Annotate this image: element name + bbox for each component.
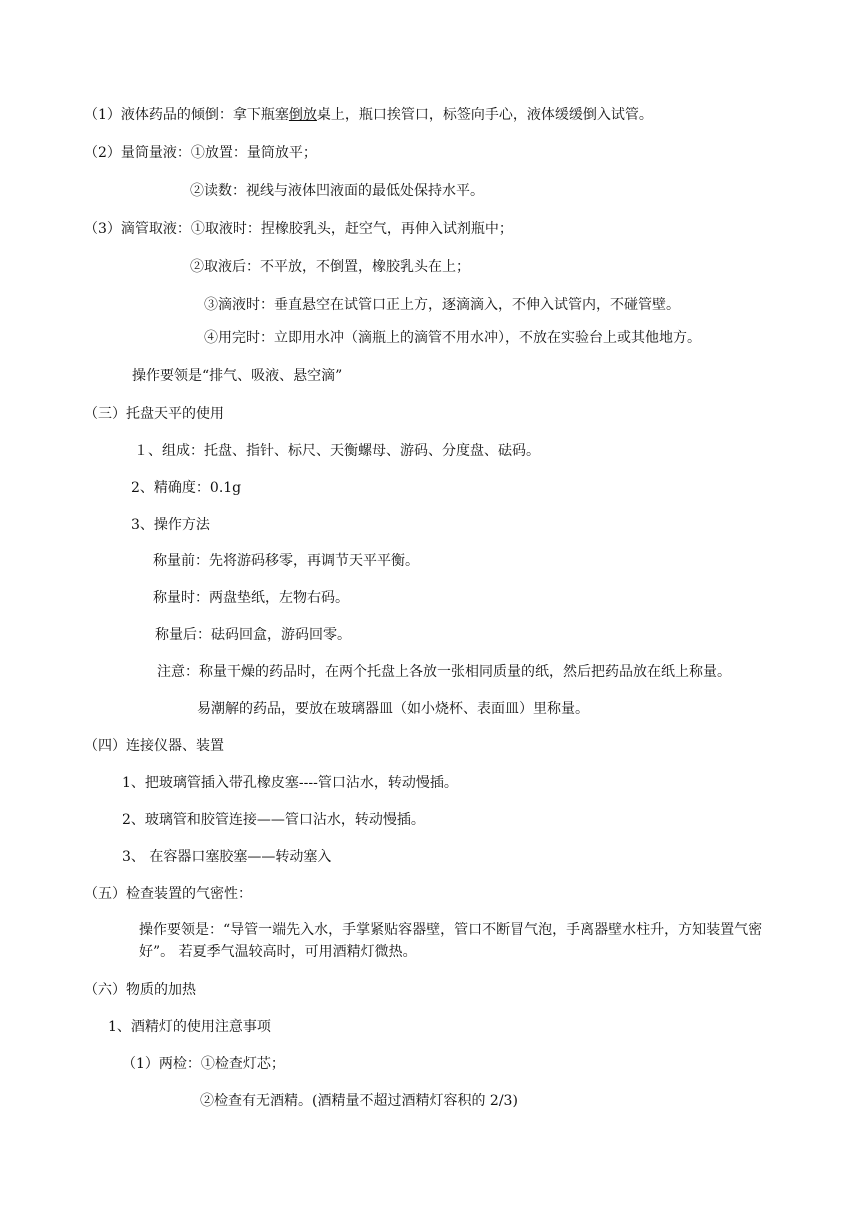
text-line-alcohol-lamp: 1、酒精灯的使用注意事项	[108, 1019, 271, 1035]
text-line-dropper-finish: ④用完时：立即用水冲（滴瓶上的滴管不用水冲），不放在实验台上或其他地方。	[204, 330, 701, 346]
text-line-cylinder-reading: ②读数：视线与液体凹液面的最低处保持水平。	[190, 183, 484, 199]
text-line-dropper-take: （3）滴管取液：①取液时：捏橡胶乳头，赶空气，再伸入试剂瓶中；	[84, 221, 513, 237]
text-line-dropper-key-points: 操作要领是“排气、吸液、悬空滴”	[132, 368, 343, 384]
text-line-cylinder-placement: （2）量筒量液：①放置：量筒放平；	[84, 145, 317, 161]
text-line-dropper-drip: ③滴液时：垂直悬空在试管口正上方，逐滴滴入，不伸入试管内，不碰管壁。	[204, 297, 680, 313]
section-heading-heating: （六）物质的加热	[84, 982, 196, 998]
section-heading-connect: （四）连接仪器、装置	[84, 738, 224, 754]
text-paragraph-airtightness: 操作要领是：“导管一端先入水，手掌紧贴容器壁，管口不断冒气泡，手离器壁水柱升，方知装置气密好”。 若夏季气温较高时，可用酒精灯微热。	[139, 922, 763, 960]
text-span: 桌上，瓶口挨管口，标签向手心，液体缓缓倒入试管。	[316, 107, 653, 123]
underlined-text: 倒放	[288, 107, 317, 123]
section-heading-airtightness: （五）检查装置的气密性：	[84, 886, 252, 902]
text-line-balance-precision: 2、精确度：0.1g	[131, 480, 242, 496]
text-line-connect-step-2: 2、玻璃管和胶管连接——管口沾水，转动慢插。	[122, 812, 425, 828]
text-line-liquid-pouring	[84, 105, 653, 125]
text-line-connect-step-1: 1、把玻璃管插入带孔橡皮塞----管口沾水，转动慢插。	[122, 775, 458, 791]
text-line-deliquescent-note: 易潮解的药品，要放在玻璃器皿（如小烧杯、表面皿）里称量。	[197, 701, 589, 717]
text-line-balance-parts: １、组成：托盘、指针、标尺、天衡螺母、游码、分度盘、砝码。	[134, 443, 540, 459]
text-line-weighing-note: 注意：称量干燥的药品时，在两个托盘上各放一张相同质量的纸，然后把药品放在纸上称量。	[157, 664, 731, 680]
text-line-before-weighing: 称量前：先将游码移零，再调节天平平衡。	[153, 553, 419, 569]
text-line-check-alcohol: ②检查有无酒精。(酒精量不超过酒精灯容积的 2/3)	[200, 1093, 518, 1109]
text-line-while-weighing: 称量时：两盘垫纸，左物右码。	[153, 590, 349, 606]
section-heading-balance: （三）托盘天平的使用	[84, 406, 224, 422]
text-line-connect-step-3: 3、 在容器口塞胶塞——转动塞入	[122, 849, 332, 865]
text-line-after-weighing: 称量后：砝码回盒，游码回零。	[155, 627, 351, 643]
text-line-balance-method: 3、操作方法	[131, 517, 210, 533]
text-line-two-checks: （1）两检：①检查灯芯；	[122, 1056, 285, 1072]
text-span: （1）液体药品的倾倒：拿下瓶塞	[84, 107, 289, 123]
text-line-dropper-after: ②取液后：不平放，不倒置，橡胶乳头在上；	[190, 259, 470, 275]
